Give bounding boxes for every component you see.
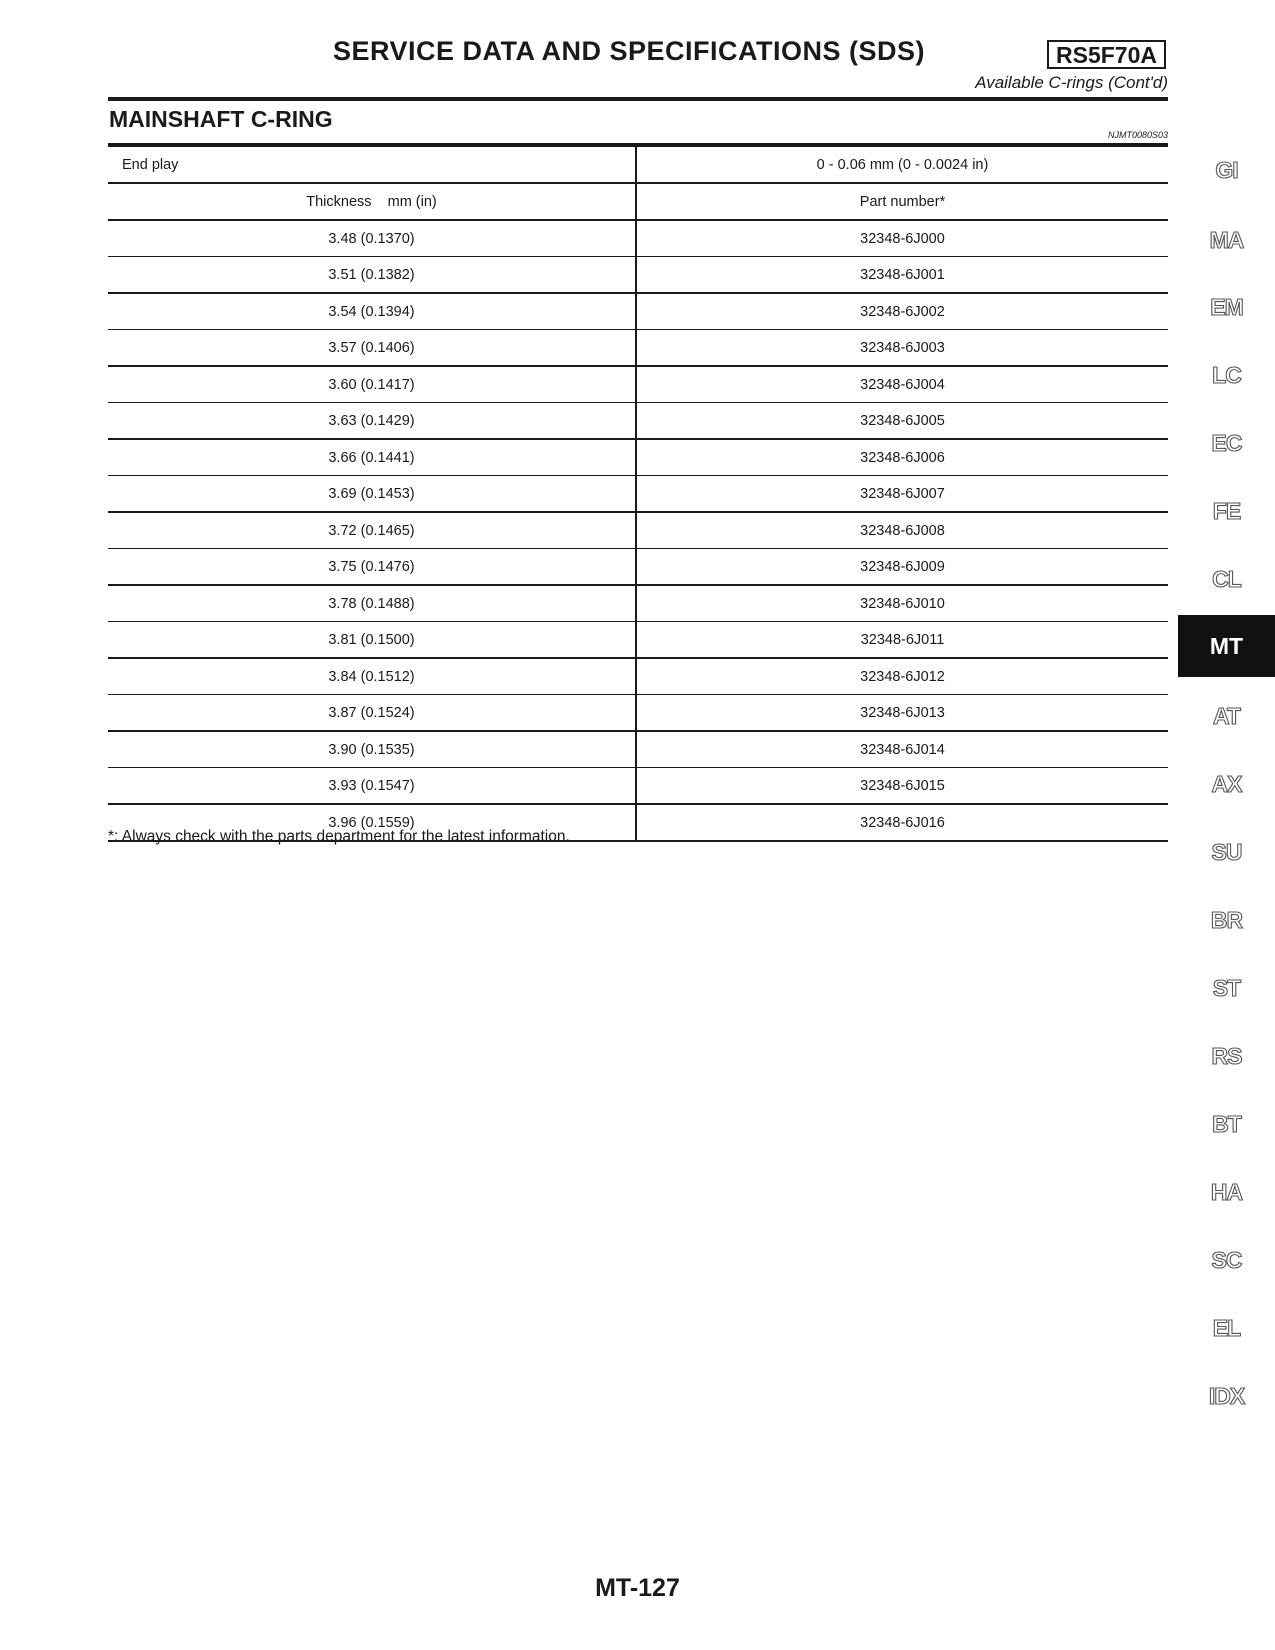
index-tab-cl[interactable]: CL	[1212, 566, 1241, 592]
table-row	[108, 293, 1168, 330]
part-number-cell: 32348-6J001	[636, 257, 1168, 294]
part-number-cell: 32348-6J002	[636, 293, 1168, 330]
thickness-cell: 3.69 (0.1453)	[108, 476, 636, 513]
index-tab-sc[interactable]: SC	[1211, 1247, 1242, 1273]
table-row	[108, 330, 1168, 367]
footnote: *: Always check with the parts department for the latest information.	[108, 828, 570, 845]
table-row	[108, 658, 1168, 695]
index-tab-em[interactable]: EM	[1210, 294, 1243, 320]
part-number-cell: 32348-6J004	[636, 366, 1168, 403]
thickness-cell: 3.87 (0.1524)	[108, 695, 636, 732]
thickness-cell: 3.93 (0.1547)	[108, 768, 636, 805]
part-number-cell: 32348-6J008	[636, 512, 1168, 549]
thickness-cell: 3.63 (0.1429)	[108, 403, 636, 440]
thickness-cell: 3.51 (0.1382)	[108, 257, 636, 294]
section-title: MAINSHAFT C-RING	[109, 106, 333, 132]
table-row	[108, 257, 1168, 294]
header-divider	[108, 97, 1168, 101]
table-row	[108, 366, 1168, 403]
table-row	[108, 512, 1168, 549]
section-index-tabs	[1178, 148, 1275, 1448]
index-tab-bt[interactable]: BT	[1212, 1111, 1241, 1137]
end-play-label: End play	[108, 147, 636, 183]
table-row	[108, 220, 1168, 257]
index-tab-ax[interactable]: AX	[1211, 771, 1242, 797]
c-ring-spec-table	[108, 147, 1168, 842]
thickness-cell: 3.78 (0.1488)	[108, 585, 636, 622]
table-row	[108, 439, 1168, 476]
thickness-cell: 3.54 (0.1394)	[108, 293, 636, 330]
index-tab-ma[interactable]: MA	[1209, 227, 1244, 253]
model-code-badge: RS5F70A	[1047, 40, 1166, 69]
part-number-cell: 32348-6J013	[636, 695, 1168, 732]
thickness-cell: 3.90 (0.1535)	[108, 731, 636, 768]
part-number-cell: 32348-6J006	[636, 439, 1168, 476]
index-tab-idx[interactable]: IDX	[1208, 1383, 1245, 1409]
page-title: SERVICE DATA AND SPECIFICATIONS (SDS)	[333, 36, 926, 66]
end-play-row	[108, 147, 1168, 183]
part-number-cell: 32348-6J012	[636, 658, 1168, 695]
table-row	[108, 476, 1168, 513]
index-tab-rs[interactable]: RS	[1211, 1043, 1242, 1069]
thickness-column-header: Thickness mm (in)	[108, 183, 636, 220]
thickness-cell: 3.96 (0.1559)	[108, 804, 636, 841]
table-row	[108, 403, 1168, 440]
thickness-cell: 3.72 (0.1465)	[108, 512, 636, 549]
index-tab-mt[interactable]: MT	[1178, 615, 1275, 677]
table-row	[108, 768, 1168, 805]
index-tab-at[interactable]: AT	[1213, 703, 1240, 729]
table-row	[108, 731, 1168, 768]
page-number: MT-127	[595, 1574, 680, 1602]
table-row	[108, 695, 1168, 732]
part-number-cell: 32348-6J015	[636, 768, 1168, 805]
index-tab-br[interactable]: BR	[1210, 907, 1243, 933]
end-play-value: 0 - 0.06 mm (0 - 0.0024 in)	[636, 147, 1168, 183]
thickness-cell: 3.81 (0.1500)	[108, 622, 636, 659]
part-number-cell: 32348-6J007	[636, 476, 1168, 513]
index-tab-el[interactable]: EL	[1212, 1315, 1241, 1341]
part-number-cell: 32348-6J014	[636, 731, 1168, 768]
page-subtitle: Available C-rings (Cont'd)	[975, 73, 1168, 92]
reference-code: NJMT0080S03	[1107, 130, 1168, 140]
table-row	[108, 549, 1168, 586]
thickness-cell: 3.75 (0.1476)	[108, 549, 636, 586]
index-tab-st[interactable]: ST	[1212, 975, 1241, 1001]
index-tab-ha[interactable]: HA	[1210, 1179, 1243, 1205]
table-row	[108, 622, 1168, 659]
table-row	[108, 585, 1168, 622]
thickness-cell: 3.84 (0.1512)	[108, 658, 636, 695]
table-header-row	[108, 183, 1168, 220]
part-number-cell: 32348-6J000	[636, 220, 1168, 257]
part-number-cell: 32348-6J011	[636, 622, 1168, 659]
part-number-cell: 32348-6J005	[636, 403, 1168, 440]
index-tab-lc[interactable]: LC	[1212, 362, 1241, 388]
part-number-cell: 32348-6J010	[636, 585, 1168, 622]
thickness-cell: 3.57 (0.1406)	[108, 330, 636, 367]
part-number-column-header: Part number*	[636, 183, 1168, 220]
part-number-cell: 32348-6J009	[636, 549, 1168, 586]
thickness-cell: 3.48 (0.1370)	[108, 220, 636, 257]
thickness-cell: 3.60 (0.1417)	[108, 366, 636, 403]
thickness-cell: 3.66 (0.1441)	[108, 439, 636, 476]
part-number-cell: 32348-6J016	[636, 804, 1168, 841]
index-tab-su[interactable]: SU	[1211, 839, 1242, 865]
index-tab-fe[interactable]: FE	[1212, 498, 1241, 524]
index-tab-ec[interactable]: EC	[1211, 430, 1242, 456]
index-tab-gi[interactable]: GI	[1215, 157, 1238, 183]
part-number-cell: 32348-6J003	[636, 330, 1168, 367]
